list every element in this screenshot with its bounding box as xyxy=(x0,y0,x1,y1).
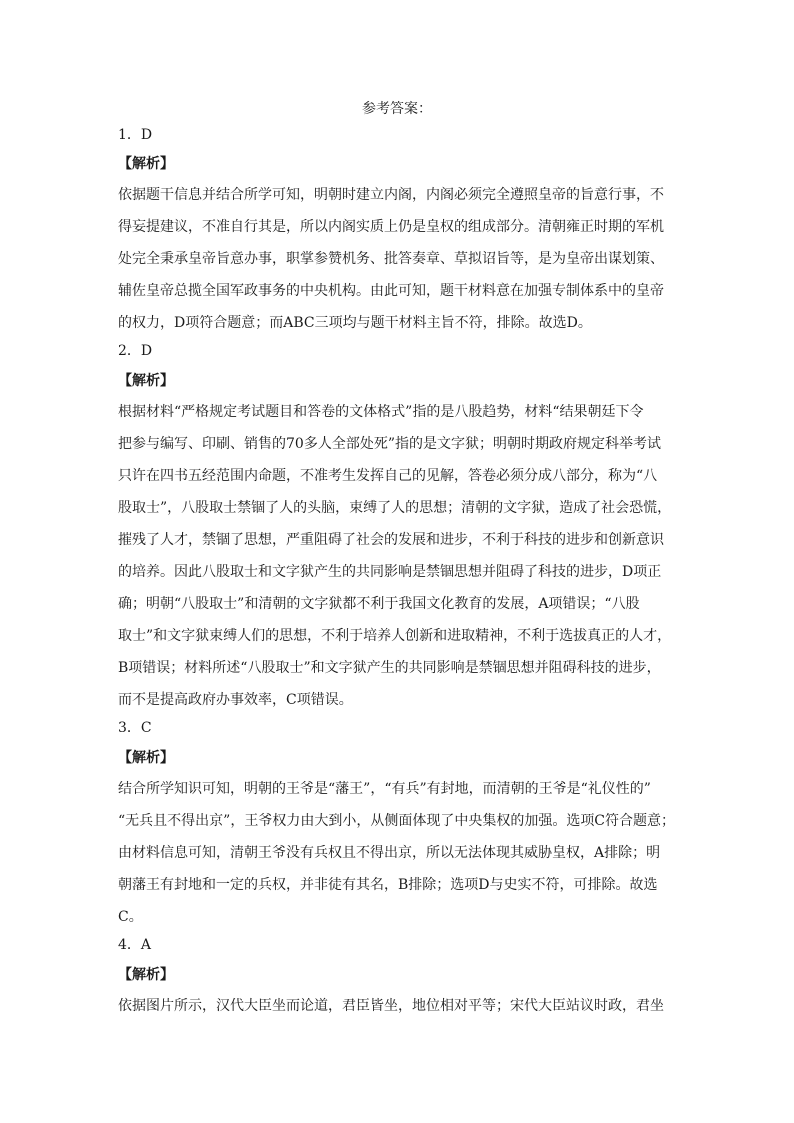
q1-analysis-line: 得妄提建议，不准自行其是，所以内阁实质上仍是皇权的组成部分。清朝雍正时期的军机 xyxy=(118,219,664,235)
q1-analysis-label: 【解析】 xyxy=(118,156,174,172)
q3-analysis-line: 结合所学知识可知，明朝的王爷是“藩王”，“有兵”有封地，而清朝的王爷是“礼仪性的” xyxy=(118,781,651,797)
q3-analysis-label: 【解析】 xyxy=(118,750,174,766)
q2-analysis-line: 只许在四书五经范围内命题，不准考生发挥自己的见解，答卷必须分成八部分，称为“八 xyxy=(118,468,658,484)
q3-answer: 3．C xyxy=(118,720,152,736)
q2-analysis-line: 的培养。因此八股取士和文字狱产生的共同影响是禁锢思想并阻碍了科技的进步，D项正 xyxy=(118,564,662,580)
q2-analysis-line: 确；明朝“八股取士”和清朝的文字狱都不利于我国文化教育的发展，A项错误；“八股 xyxy=(118,596,640,612)
q2-analysis-line: 摧残了人才，禁锢了思想，严重阻碍了社会的发展和进步，不利于科技的进步和创新意识 xyxy=(118,532,664,548)
q1-analysis-line: 处完全秉承皇帝旨意办事，职掌参赞机务、批答奏章、草拟诏旨等，是为皇帝出谋划策、 xyxy=(118,251,664,267)
q3-analysis-line: 朝藩王有封地和一定的兵权，并非徒有其名，B排除；选项D与史实不符，可排除。故选 xyxy=(118,877,658,893)
q1-analysis-line: 依据题干信息并结合所学可知，明朝时建立内阁，内阁必须完全遵照皇帝的旨意行事，不 xyxy=(118,187,664,203)
q2-analysis-line: 股取士”，八股取士禁锢了人的头脑，束缚了人的思想；清朝的文字狱，造成了社会恐慌， xyxy=(118,500,672,516)
q3-analysis-line: 由材料信息可知，清朝王爷没有兵权且不得出京，所以无法体现其威胁皇权，A排除；明 xyxy=(118,845,661,861)
q2-analysis-line: 根据材料“严格规定考试题目和答卷的文体格式”指的是八股趋势，材料“结果朝廷下令 xyxy=(118,404,644,420)
q4-analysis-line: 依据图片所示，汉代大臣坐而论道，君臣皆坐，地位相对平等；宋代大臣站议时政，君坐 xyxy=(118,998,664,1014)
q3-analysis-line: “无兵且不得出京”，王爷权力由大到小，从侧面体现了中央集权的加强。选项C符合题意； xyxy=(118,813,676,829)
q1-analysis-line: 辅佐皇帝总揽全国军政事务的中央机构。由此可知，题干材料意在加强专制体系中的皇帝 xyxy=(118,283,664,299)
q4-answer: 4．A xyxy=(118,937,152,953)
q3-analysis-line: C。 xyxy=(118,909,143,925)
page-title: 参考答案： xyxy=(362,101,432,117)
q1-analysis-line: 的权力，D项符合题意；而ABC三项均与题干材料主旨不符，排除。故选D。 xyxy=(118,315,592,331)
q2-analysis-label: 【解析】 xyxy=(118,373,174,389)
q2-analysis-line: 把参与编写、印刷、销售的70多人全部处死”指的是文字狱；明朝时期政府规定科举考试 xyxy=(118,436,661,452)
q2-answer: 2．D xyxy=(118,343,153,359)
q2-analysis-line: 取士”和文字狱束缚人们的思想，不利于培养人创新和进取精神，不利于选拔真正的人才， xyxy=(118,628,672,644)
q4-analysis-label: 【解析】 xyxy=(118,967,174,983)
q1-answer: 1．D xyxy=(118,127,153,143)
q2-analysis-line: B项错误；材料所述“八股取士”和文字狱产生的共同影响是禁锢思想并阻碍科技的进步， xyxy=(118,660,661,676)
q2-analysis-line: 而不是提高政府办事效率，C项错误。 xyxy=(118,692,353,708)
